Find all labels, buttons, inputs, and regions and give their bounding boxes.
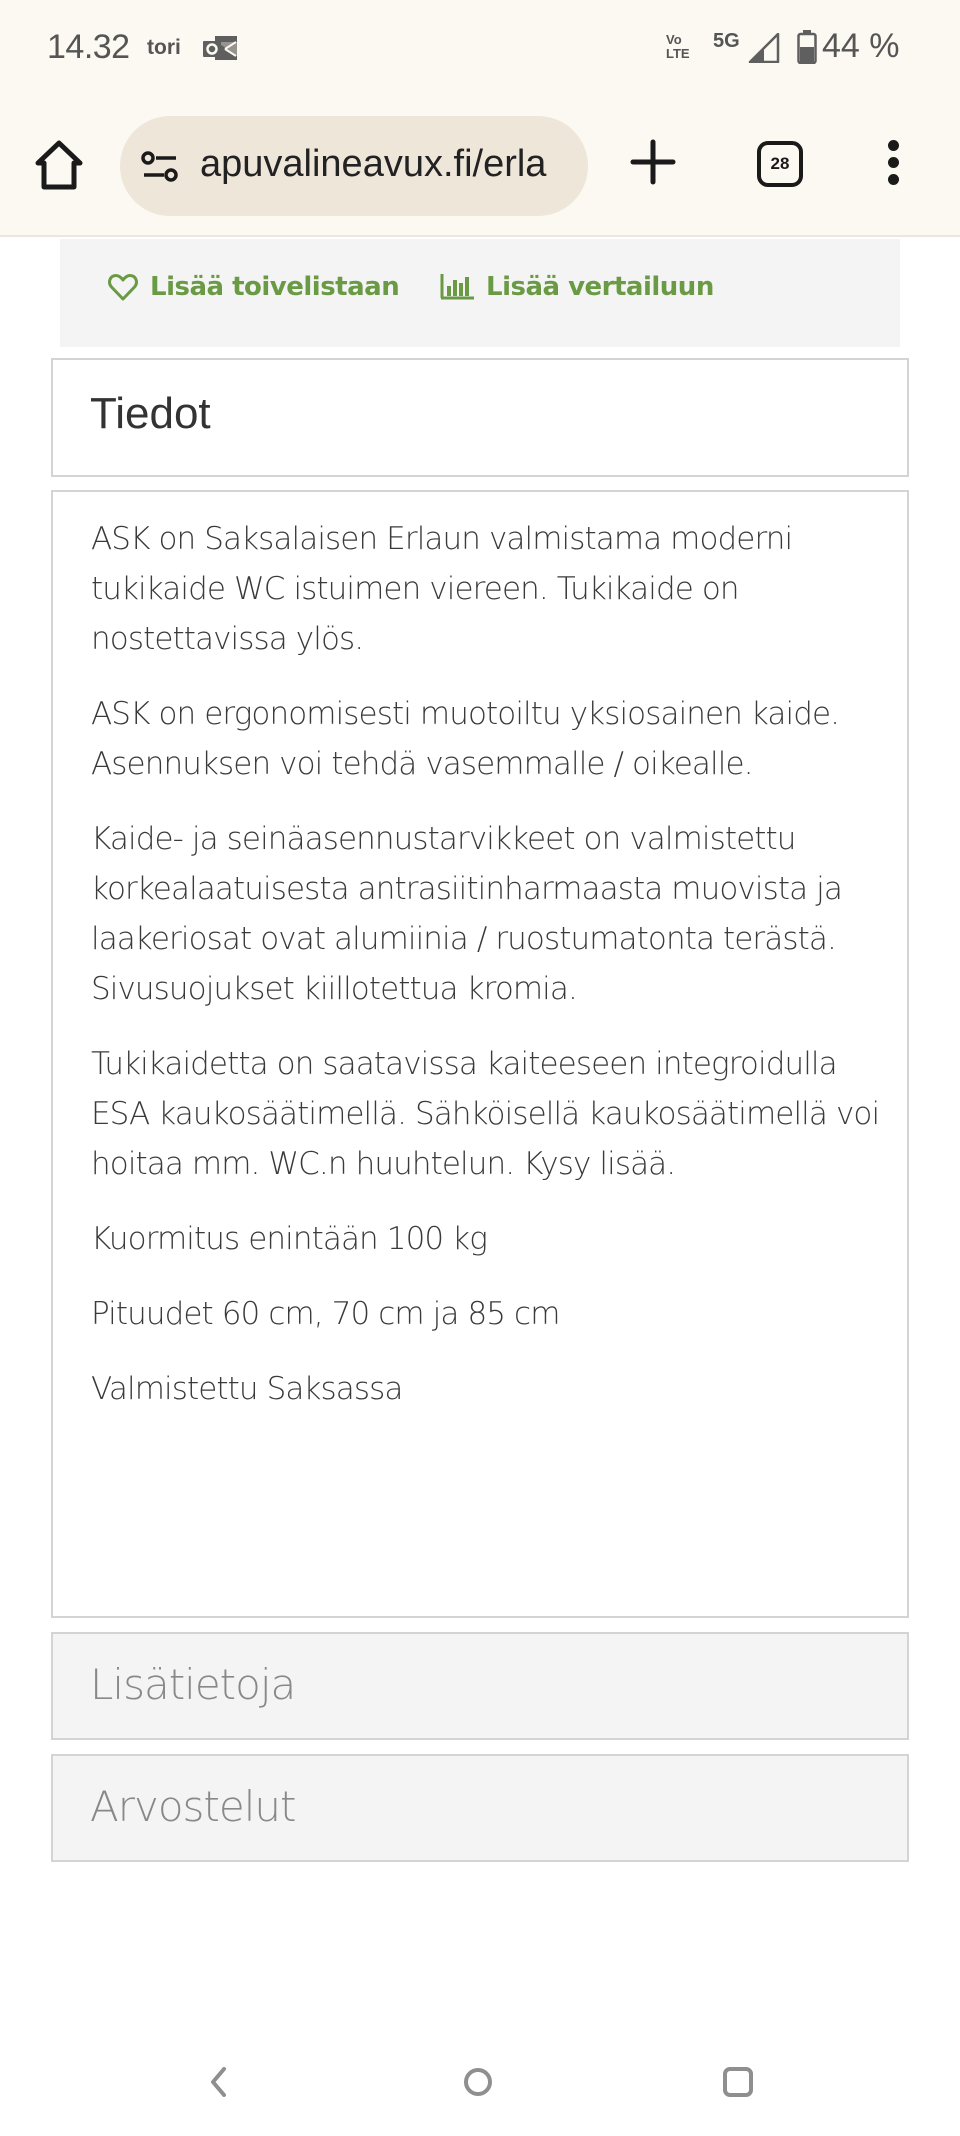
- tab-arvostelut[interactable]: [51, 1754, 909, 1862]
- description-paragraph: ASK on Saksalaisen Erlaun valmistama moderni tukikaide WC istuimen viereen. Tukikaide on nostettavissa ylös.: [91, 521, 793, 657]
- status-time: 14.32: [47, 28, 130, 66]
- signal-strength-icon: [748, 33, 780, 63]
- tab-lisatietoja[interactable]: [51, 1632, 909, 1740]
- recents-square-icon: [722, 2066, 754, 2098]
- description-paragraph: Tukikaidetta on saatavissa kaiteeseen integroidulla ESA kaukosäätimellä. Sähköisellä kaukosäätimellä voi hoitaa mm. WC.n huuhtelun. Kysy lisää.: [91, 1046, 880, 1182]
- status-bar: [0, 0, 960, 95]
- add-to-wishlist-link[interactable]: [108, 272, 399, 302]
- add-to-compare-link[interactable]: [440, 272, 714, 302]
- volte-bottom: LTE: [666, 46, 690, 61]
- site-settings-icon[interactable]: [140, 150, 180, 184]
- add-to-compare-label: Lisää vertailuun: [486, 272, 714, 302]
- outlook-mail-icon: [203, 34, 239, 62]
- tab-tiedot-label: Tiedot: [90, 389, 211, 438]
- overflow-menu-icon[interactable]: [886, 140, 900, 186]
- add-to-wishlist-label: Lisää toivelistaan: [150, 272, 400, 302]
- system-nav-bar: [0, 2040, 960, 2136]
- network-type: 5G: [713, 30, 740, 52]
- description-paragraph: Kuormitus enintään 100 kg: [91, 1221, 487, 1257]
- browser-toolbar: [0, 95, 960, 237]
- status-carrier-label: tori: [147, 36, 181, 59]
- volte-indicator: [666, 33, 690, 61]
- nav-home-button[interactable]: [456, 2060, 500, 2104]
- bar-chart-icon: [440, 274, 474, 300]
- description-paragraph: ASK on ergonomisesti muotoiltu yksiosainen kaide. Asennuksen voi tehdä vasemmalle / oikealle.: [91, 696, 840, 782]
- heart-icon: [108, 273, 138, 301]
- battery-icon: [797, 30, 817, 64]
- tab-lisatietoja-label: Lisätietoja: [90, 1660, 296, 1709]
- back-chevron-icon: [208, 2066, 228, 2098]
- battery-percent: 44 %: [822, 27, 900, 65]
- description-body: [91, 514, 881, 1439]
- description-paragraph: Pituudet 60 cm, 70 cm ja 85 cm: [91, 1296, 560, 1332]
- home-icon[interactable]: [34, 139, 84, 191]
- tab-arvostelut-label: Arvostelut: [90, 1782, 296, 1831]
- home-circle-icon: [462, 2066, 494, 2098]
- new-tab-plus-icon[interactable]: [630, 139, 676, 185]
- product-actions: [60, 239, 900, 347]
- description-paragraph: Valmistettu Saksassa: [91, 1371, 403, 1407]
- volte-top: Vo: [666, 32, 682, 47]
- address-bar[interactable]: [120, 116, 588, 216]
- description-paragraph: Kaide- ja seinäasennustarvikkeet on valmistettu korkealaatuisesta antrasiitinharmaasta muovista ja laakeriosat ovat alumiinia / ruostumatonta terästä. Sivusuojukset kiillotettua kromia.: [91, 821, 842, 1007]
- description-panel: [51, 490, 909, 1618]
- nav-back-button[interactable]: [196, 2060, 240, 2104]
- tab-switcher-button[interactable]: 28: [757, 141, 803, 187]
- url-text[interactable]: apuvalineavux.fi/erla: [200, 143, 547, 185]
- tab-tiedot[interactable]: [51, 358, 909, 477]
- nav-recents-button[interactable]: [716, 2060, 760, 2104]
